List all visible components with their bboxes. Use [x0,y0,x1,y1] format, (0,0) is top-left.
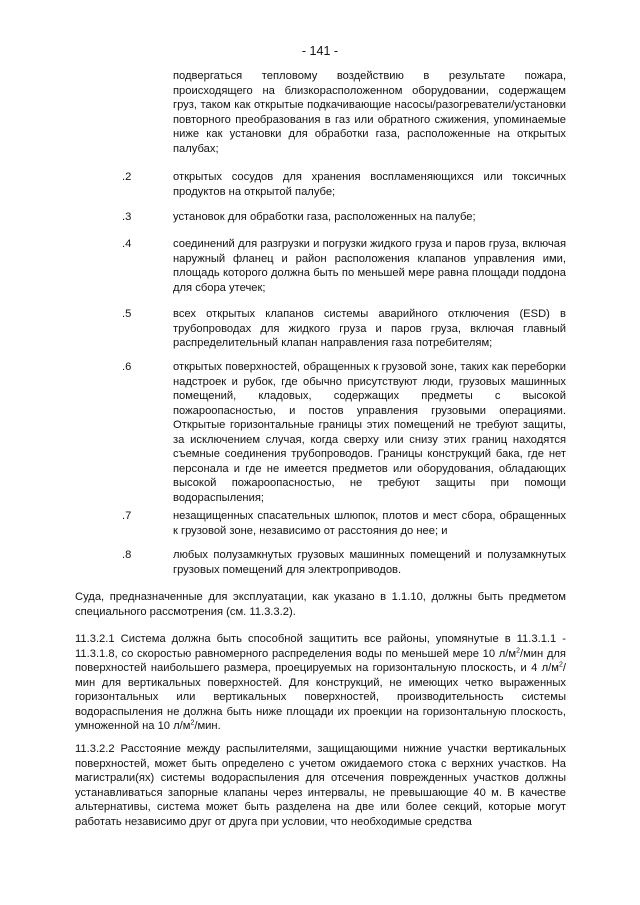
list-item-text: установок для обработки газа, расположенных на палубе; [173,211,476,223]
item-number: .2 [122,171,132,183]
item-number: .5 [122,308,132,320]
item-number: .7 [122,510,132,522]
list-item-text: незащищенных спасательных шлюпок, плотов и мест сбора, обращенных к грузовой зоне, независимо от расстояния до нее; и [173,510,566,537]
superscript: 2 [516,646,520,654]
item-number: .8 [122,549,132,561]
list-item-text: открытых сосудов для хранения воспламеняющихся или токсичных продуктов на открытой палубе; [173,171,566,198]
list-item-text: соединений для разгрузки и погрузки жидкого груза и паров груза, включая наружный фланец и район расположения клапанов управления ими, площадь которого должна быть по меньшей мере равна площади поддона для сбора утечек; [173,238,566,294]
paragraph-text: /мин для поверхностей наибольшего размера, проецируемых на горизонтальную плоскость, и 4 л/м [75,647,566,674]
paragraph-11-3-2-2: 11.3.2.2 Расстояние между распылителями, защищающими нижние участки вертикальных поверхностей, может быть определено с учетом ожидаемого стока с верхних участков. На магистрали(ях) системы водораспыления для отсечения поврежденных участков должны устанавливаться запорные клапаны через интервалы, не превышающие 40 м. В качестве альтернативы, система может быть разделена на две или более секций, которые могут работать независимо друг от друга при условии, что необходимые средства [75,743,566,828]
superscript: 2 [558,661,563,669]
item-number: .4 [122,238,132,250]
list-item-text: всех открытых клапанов системы аварийного отключения (ESD) в трубопроводах для жидкого груза и паров груза, включая главный распределительный клапан направления газа потребителям; [173,308,566,349]
paragraph-ships: Суда, предназначенные для эксплуатации, как указано в 1.1.10, должны быть предметом специального рассмотрения (см. 11.3.3.2). [75,591,566,618]
item-number: .6 [122,361,132,373]
intro-text: подвергаться тепловому воздействию в результате пожара, происходящего на близкорасположенном оборудовании, содержащем груз, таком как открытые подкачивающие насосы/разогреватели/установки повторного преобразования в газ или обратного сжижения, упоминаемые ниже как установки для обработки газа, расположенные на открытых палубах; [173,70,566,155]
page-number: - 141 - [301,44,339,58]
paragraph-text: /мин. [194,720,221,732]
list-item-text: открытых поверхностей, обращенных к грузовой зоне, таких как переборки надстроек и рубок, где обычно присутствуют люди, грузовых машинных помещений, кладовых, содержащих предметы с высокой пожароопасностью, и постов управления грузовыми операциями. Открытые горизонтальные границы этих помещений не требуют защиты, за исключением случая, когда сверху или снизу этих границ находятся съемные соединения трубопроводов. Границы конструкций бака, где нет персонала и где не имеется предметов или оборудования, обладающих высокой пожароопасностью, не требуют защиты при помощи водораспыления; [173,361,566,504]
item-number: .3 [122,211,132,223]
superscript: 2 [190,719,195,727]
paragraph-text: 11.3.2.1 Система должна быть способной защитить все районы, упомянутые в 11.3.1.1 - 11.3.1.8, со скоростью равномерного распределения воды по меньшей мере 10 л/м [75,633,566,660]
list-item-text: любых полузамкнутых грузовых машинных помещений и полузамкнутых грузовых помещений для электроприводов. [173,549,566,576]
paragraph-11-3-2-1 [75,632,566,734]
paragraph-text: /мин для вертикальных поверхностей. Для конструкций, не имеющих четко выраженных горизонтальных или вертикальных поверхностей, производительность системы водораспыления не должна быть ниже площади их проекции на горизонтальную плоскость, умноженной на 10 л/м [75,662,566,732]
